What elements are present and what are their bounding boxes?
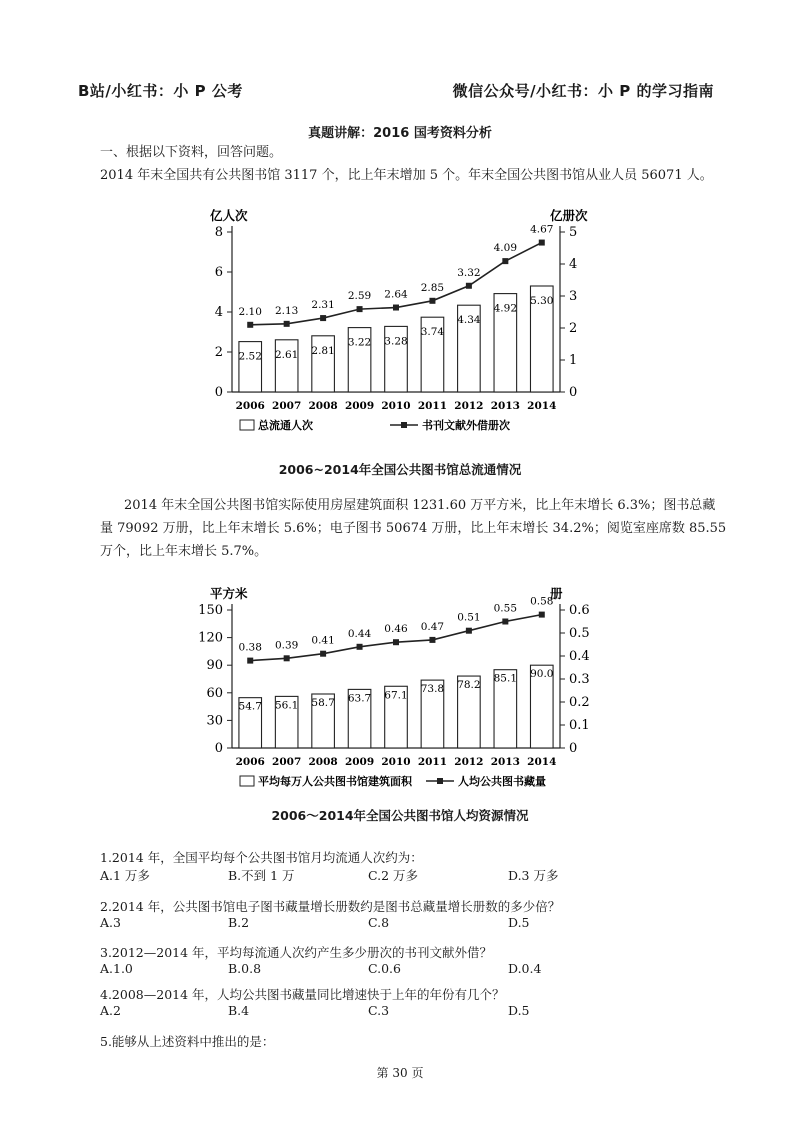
bar-value-label: 2.61 — [274, 348, 299, 361]
x-tick-label: 2011 — [417, 756, 448, 768]
right-axis-tick-label: 0.6 — [569, 603, 590, 618]
bar — [275, 340, 298, 392]
line-series — [250, 615, 542, 661]
line-point — [247, 658, 253, 664]
x-tick-label: 2006 — [235, 756, 265, 768]
legend-bar-swatch — [240, 776, 254, 786]
legend-line-marker — [437, 778, 443, 784]
line-point — [247, 322, 253, 328]
question-option: C.8 — [368, 915, 390, 930]
paragraph-1: 2014 年末全国共有公共图书馆 3117 个，比上年末增加 5 个。年末全国公共图书馆从业人员 56071 人。 — [100, 168, 713, 183]
x-tick-label: 2013 — [490, 756, 520, 768]
line-point — [502, 258, 508, 264]
question-option: B.不到 1 万 — [228, 868, 295, 883]
question-option: C.3 — [368, 1003, 390, 1018]
right-axis-tick-label: 4 — [569, 257, 578, 272]
question-option: C.0.6 — [368, 961, 401, 976]
line-value-label: 0.51 — [457, 611, 481, 624]
left-axis-tick-label: 120 — [198, 630, 223, 646]
line-point — [429, 637, 435, 643]
line-point — [393, 639, 399, 645]
line-value-label: 0.44 — [347, 627, 372, 640]
line-value-label: 0.47 — [420, 620, 445, 633]
line-point — [357, 644, 363, 650]
line-value-label: 0.38 — [238, 641, 262, 654]
question-option: D.5 — [508, 915, 530, 930]
x-tick-label: 2007 — [272, 756, 302, 768]
line-value-label: 0.41 — [311, 634, 335, 647]
question-option: B.4 — [228, 1003, 250, 1018]
x-tick-label: 2009 — [344, 400, 375, 412]
line-point — [320, 315, 326, 321]
line-value-label: 3.32 — [457, 266, 481, 279]
x-tick-label: 2013 — [490, 400, 520, 412]
question-option: D.5 — [508, 1003, 530, 1018]
left-axis-tick-label: 30 — [206, 713, 223, 729]
line-value-label: 2.31 — [311, 299, 335, 312]
line-point — [393, 305, 399, 311]
line-value-label: 2.13 — [274, 304, 299, 317]
chart-per-capita — [190, 580, 610, 800]
legend-bar-label: 总流通人次 — [258, 419, 313, 432]
bar-value-label: 54.7 — [238, 700, 262, 713]
legend-bar-swatch — [240, 420, 254, 430]
bar-value-label: 2.52 — [238, 350, 262, 363]
paragraph-2-line-3: 万个，比上年末增长 5.7%。 — [100, 544, 268, 559]
x-tick-label: 2011 — [417, 400, 448, 412]
legend-line-marker — [401, 422, 407, 428]
header-right: 微信公众号/小红书：小 P 的学习指南 — [452, 82, 714, 100]
x-tick-label: 2008 — [308, 756, 338, 768]
x-tick-label: 2008 — [308, 400, 338, 412]
chart2-caption: 2006～2014年全国公共图书馆人均资源情况 — [271, 808, 529, 823]
right-axis-tick-label: 0.4 — [569, 649, 590, 664]
line-point — [284, 655, 290, 661]
chart1-caption: 2006~2014年全国公共图书馆总流通情况 — [278, 462, 522, 477]
paragraph-2-line-2: 量 79092 万册，比上年末增长 5.6%；电子图书 50674 万册，比上年末增长 34.2%；阅览室座席数 85.55 — [100, 521, 727, 536]
line-value-label: 2.59 — [347, 290, 372, 303]
left-axis-tick-label: 150 — [198, 603, 223, 618]
line-value-label: 0.55 — [493, 602, 518, 615]
x-tick-label: 2009 — [344, 756, 375, 768]
left-axis-tick-label: 0 — [214, 385, 223, 400]
bar-value-label: 3.22 — [347, 336, 372, 349]
right-axis-tick-label: 0.5 — [569, 626, 590, 641]
right-axis-tick-label: 0 — [569, 385, 578, 400]
x-tick-label: 2010 — [381, 400, 411, 412]
line-value-label: 2.10 — [238, 305, 262, 318]
bar-value-label: 67.1 — [384, 689, 408, 702]
question-option: B.2 — [228, 915, 250, 930]
bar-value-label: 5.30 — [530, 295, 554, 307]
right-axis-tick-label: 0.2 — [569, 695, 590, 710]
question-stem: 4.2008—2014 年，人均公共图书藏量同比增速快于上年的年份有几个？ — [100, 987, 505, 1002]
bar-value-label: 58.7 — [311, 696, 335, 709]
right-axis-title: 册 — [550, 586, 563, 601]
right-axis-title: 亿册次 — [550, 208, 588, 223]
line-point — [539, 612, 545, 618]
line-point — [502, 619, 508, 625]
right-axis-tick-label: 5 — [569, 225, 578, 240]
question-option: D.3 万多 — [508, 868, 559, 883]
left-axis-title: 平方米 — [210, 586, 248, 601]
x-tick-label: 2014 — [527, 400, 557, 412]
line-point — [357, 306, 363, 312]
line-value-label: 4.67 — [530, 223, 554, 236]
right-axis-tick-label: 0.3 — [569, 672, 590, 687]
question-option: D.0.4 — [508, 961, 542, 976]
question-stem: 1.2014 年，全国平均每个公共图书馆月均流通人次约为： — [100, 850, 423, 865]
question-option: A.3 — [100, 915, 121, 930]
question-option: A.1.0 — [100, 961, 133, 976]
left-axis-tick-label: 6 — [214, 265, 223, 280]
left-axis-tick-label: 2 — [214, 345, 223, 360]
bar-value-label: 2.81 — [311, 344, 335, 357]
bar — [239, 342, 262, 392]
left-axis-tick-label: 90 — [206, 658, 223, 674]
line-point — [284, 321, 290, 327]
chart-circulation — [190, 200, 610, 450]
bar-value-label: 63.7 — [347, 692, 372, 705]
question-option: A.2 — [100, 1003, 121, 1018]
x-tick-label: 2006 — [235, 400, 265, 412]
left-axis-tick-label: 0 — [214, 741, 223, 756]
legend-line-label: 书刊文献外借册次 — [422, 419, 510, 432]
bar-value-label: 73.8 — [420, 683, 445, 696]
bar-value-label: 3.28 — [384, 335, 408, 348]
line-value-label: 0.46 — [384, 623, 408, 636]
x-tick-label: 2007 — [272, 400, 302, 412]
right-axis-tick-label: 1 — [569, 353, 578, 368]
bar-value-label: 4.92 — [493, 302, 518, 315]
right-axis-tick-label: 0.1 — [569, 718, 590, 733]
left-axis-title: 亿人次 — [210, 208, 248, 223]
bar-value-label: 3.74 — [420, 326, 445, 339]
bar-value-label: 56.1 — [274, 699, 299, 712]
x-tick-label: 2014 — [527, 756, 557, 768]
left-axis-tick-label: 60 — [206, 685, 223, 701]
question-option: B.0.8 — [228, 961, 262, 976]
x-tick-label: 2012 — [454, 400, 484, 412]
question-stem: 5.能够从上述资料中推出的是： — [100, 1034, 275, 1049]
left-axis-tick-label: 4 — [214, 305, 223, 320]
right-axis-tick-label: 0 — [569, 741, 578, 756]
line-point — [539, 240, 545, 246]
right-axis-tick-label: 2 — [569, 321, 578, 336]
question-stem: 2.2014 年，公共图书馆电子图书藏量增长册数约是图书总藏量增长册数的多少倍？ — [100, 899, 561, 914]
header-left: B站/小红书：小 P 公考 — [78, 82, 243, 100]
legend-line-label: 人均公共图书藏量 — [458, 775, 546, 788]
line-value-label: 4.09 — [493, 242, 518, 255]
line-point — [466, 628, 472, 634]
line-value-label: 2.64 — [384, 288, 408, 301]
legend-bar-label: 平均每万人公共图书馆建筑面积 — [258, 775, 412, 788]
line-value-label: 0.58 — [530, 595, 554, 608]
paragraph-2-line-1: 2014 年末全国公共图书馆实际使用房屋建筑面积 1231.60 万平方米，比上年末增长 6.3%；图书总藏 — [124, 498, 716, 513]
left-axis-tick-label: 8 — [214, 225, 223, 240]
section-heading: 一、根据以下资料，回答问题。 — [100, 145, 283, 160]
question-option: C.2 万多 — [368, 868, 419, 883]
line-point — [429, 298, 435, 304]
line-point — [466, 283, 472, 289]
question-option: A.1 万多 — [100, 868, 150, 883]
line-value-label: 0.39 — [274, 639, 299, 652]
right-axis-tick-label: 3 — [569, 289, 578, 304]
line-value-label: 2.85 — [420, 281, 445, 294]
doc-title: 真题讲解：2016 国考资料分析 — [308, 126, 492, 141]
page-number: 第 30 页 — [376, 1066, 424, 1080]
line-point — [320, 651, 326, 657]
bar-value-label: 90.0 — [530, 668, 554, 681]
bar-value-label: 4.34 — [457, 314, 481, 327]
x-tick-label: 2012 — [454, 756, 484, 768]
bar-value-label: 78.2 — [457, 679, 481, 692]
bar-value-label: 85.1 — [493, 672, 518, 685]
x-tick-label: 2010 — [381, 756, 411, 768]
question-stem: 3.2012—2014 年，平均每流通人次约产生多少册次的书刊文献外借？ — [100, 945, 493, 960]
